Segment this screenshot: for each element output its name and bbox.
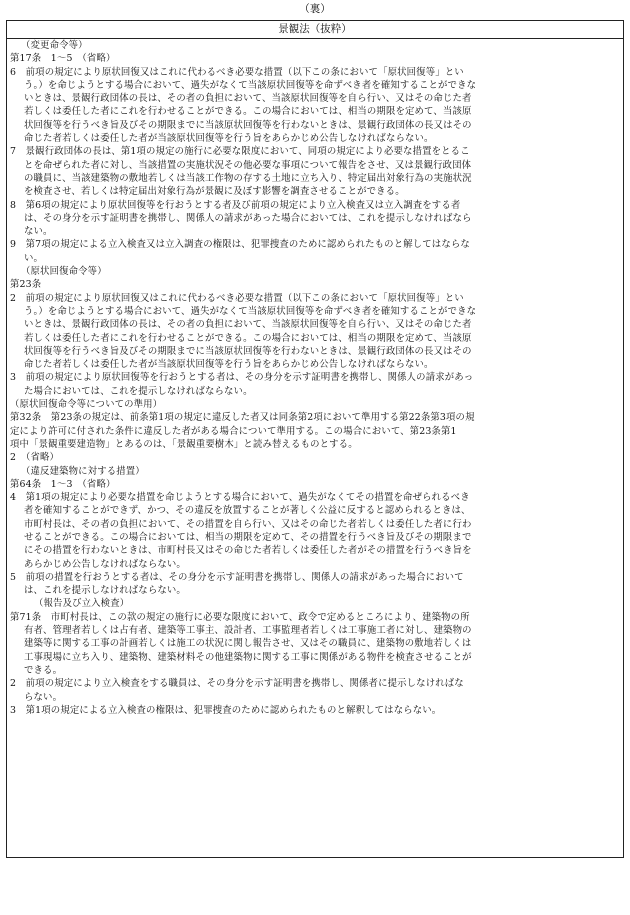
text-line: らない。: [24, 691, 63, 703]
page-side-label: （裏）: [299, 3, 331, 15]
text-line: 2 （省略）: [10, 452, 60, 464]
text-line: 若しくは委任した者にこれを行わせることができる。この場合においては、相当の期限を定めて、当該原: [24, 332, 472, 344]
text-line: いときは、景観行政団体の長は、その者の負担において、当該原状回復等を自ら行い、又はその命じた者: [24, 93, 472, 105]
text-line: 状回復等を行うべき旨及びその期限までに当該原状回復等を行わないときは、景観行政団体の長又はその: [24, 119, 472, 131]
text-line: 定により許可に付された条件に違反した者がある場合について準用する。この場合において、第23条第1: [10, 425, 457, 437]
text-line: ない。: [24, 226, 53, 238]
text-line: 有者、管理者若しくは占有者、建築等工事主、設計者、工事監理者若しくは工事施工者に対し、建築物の: [24, 625, 472, 637]
text-line: 9 第7項の規定による立入検査又は立入調査の権限は、犯罪捜査のために認められたものと解してはならな: [10, 239, 470, 251]
text-line: 工事現場に立ち入り、建築物、建築材料その他建築物に関する工事に関係がある物件を検査させることが: [24, 651, 472, 663]
text-line: 第32条 第23条の規定は、前条第1項の規定に違反した者又は同条第2項において準用する第22条第3項の規: [10, 412, 475, 424]
text-line: （変更命令等）: [21, 40, 88, 51]
text-line: 2 前項の規定により立入検査をする職員は、その身分を示す証明書を携帯し、関係者に提示しなければな: [10, 678, 464, 690]
text-line: 第17条 1〜5 （省略）: [10, 53, 116, 65]
text-line: た場合においては、これを提示しなければならない。: [24, 385, 253, 397]
text-line: 3 前項の規定により原状回復等を行おうとする者は、その身分を示す証明書を携帯し、関係人の請求があっ: [10, 372, 474, 384]
text-line: とを命ぜられた者に対し、当該措置の実施状況その他必要な事項について報告をさせ、又は景観行政団体: [24, 159, 472, 171]
law-excerpt-box: [6, 20, 624, 858]
text-line: （原状回復命令等）: [21, 266, 107, 278]
text-line: う。）を命じようとする場合において、過失がなくて当該原状回復等を命ずべき者を確知することができな: [24, 305, 477, 317]
text-line: 8 第6項の規定により原状回復等を行おうとする者及び前項の規定により立入検査又は立入調査をする者: [10, 199, 461, 211]
text-line: う。）を命じようとする場合において、過失がなくて当該原状回復等を命ずべき者を確知することができな: [24, 79, 477, 91]
text-line: 3 第1項の規定による立入検査の権限は、犯罪捜査のために認められたものと解釈してはならない。: [10, 704, 442, 716]
text-line: （原状回復命令等についての準用）: [10, 399, 163, 411]
text-line: 5 前項の措置を行おうとする者は、その身分を示す証明書を携帯し、関係人の請求があった場合において: [10, 571, 464, 583]
text-line: 第23条: [10, 279, 42, 291]
law-text-body: [7, 39, 623, 717]
text-line: （違反建築物に対する措置）: [21, 465, 145, 477]
text-line: 命じた者若しくは委任した者が当該原状回復等を行う旨をあらかじめ公告しなければならない。: [24, 133, 434, 145]
text-line: にその措置を行わないときは、市町村長又はその命じた者若しくは委任した者がその措置を行うべき旨を: [24, 545, 472, 557]
text-line: あらかじめ公告しなければならない。: [24, 558, 186, 570]
text-line: 第71条 市町村長は、この款の規定の施行に必要な限度において、政令で定めるところにより、建築物の所: [10, 611, 470, 623]
text-line: の職員に、当該建築物の敷地若しくは当該工作物の存する土地に立ち入り、特定届出対象行為の実施状況: [24, 172, 472, 184]
text-line: 第64条 1〜3 （省略）: [10, 478, 116, 490]
text-line: は、その身分を示す証明書を携帯し、関係人の請求があった場合においては、これを提示しなければなら: [24, 212, 472, 224]
text-line: 7 景観行政団体の長は、第1項の規定の施行に必要な限度において、同項の規定により必要な措置をとるこ: [10, 146, 470, 158]
text-line: 建築等に関する工事の計画若しくは施工の状況に関し報告させ、又はその職員に、建築物の敷地若しくは: [24, 638, 472, 650]
text-line: 者を確知することができず、かつ、その違反を放置することが著しく公益に反すると認められるときは、: [24, 505, 471, 517]
text-line: 2 前項の規定により原状回復又はこれに代わるべき必要な措置（以下この条において「原状回復等」とい: [10, 292, 464, 304]
text-line: 6 前項の規定により原状回復又はこれに代わるべき必要な措置（以下この条において「原状回復等」とい: [10, 66, 464, 78]
document-title: 景観法（抜粋）: [7, 21, 623, 39]
text-line: （報告及び立入検査）: [34, 598, 130, 610]
text-line: 命じた者若しくは委任した者が当該原状回復等を行う旨をあらかじめ公告しなければならない。: [24, 359, 434, 371]
text-line: 状回復等を行うべき旨及びその期限までに当該原状回復等を行わないときは、景観行政団体の長又はその: [24, 345, 472, 357]
text-line: できる。: [24, 664, 63, 676]
text-line: い。: [24, 252, 44, 264]
text-line: いときは、景観行政団体の長は、その者の負担において、当該原状回復等を自ら行い、又はその命じた者: [24, 319, 472, 331]
text-line: 若しくは委任した者にこれを行わせることができる。この場合においては、相当の期限を定めて、当該原: [24, 106, 472, 118]
text-line: は、これを提示しなければならない。: [24, 585, 186, 597]
text-line: 4 第1項の規定により必要な措置を命じようとする場合において、過失がなくてその措置を命ぜられるべき: [10, 492, 470, 504]
text-line: 市町村長は、その者の負担において、その措置を自ら行い、又はその命じた者若しくは委任した者に行わ: [24, 518, 472, 530]
text-line: 項中「景観重要建造物」とあるのは、「景観重要樹木」と読み替えるものとする。: [10, 438, 358, 450]
text-line: せることができる。この場合においては、相当の期限を定めて、その措置を行うべき旨及びその期限まで: [24, 531, 472, 543]
text-line: を検査させ、若しくは特定届出対象行為が景観に及ぼす影響を調査させることができる。: [24, 186, 405, 198]
